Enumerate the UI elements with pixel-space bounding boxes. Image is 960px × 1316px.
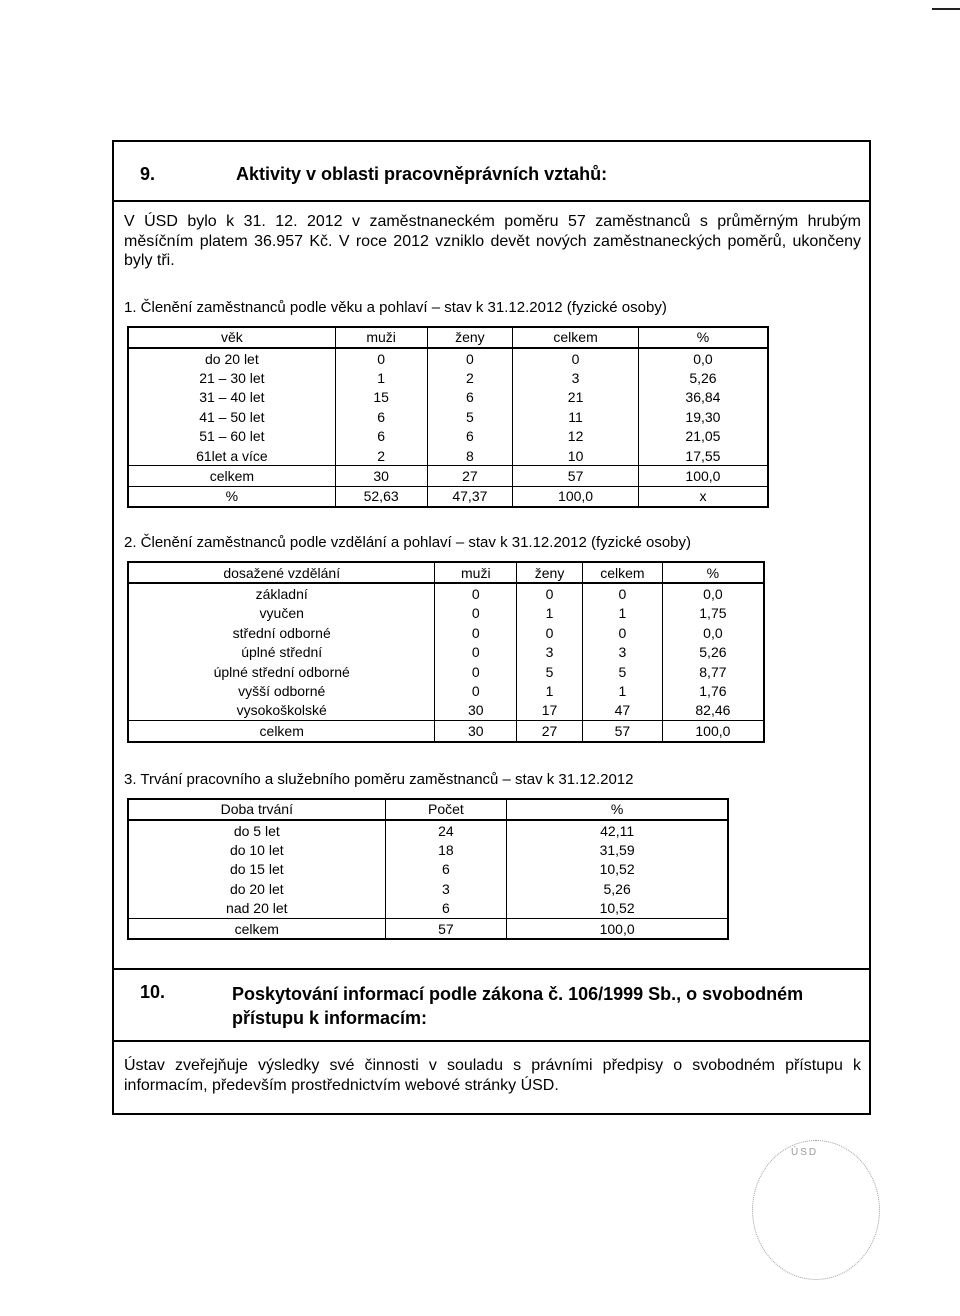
table-cell: 0: [435, 643, 517, 662]
column-header: ženy: [427, 327, 513, 348]
table-row: [128, 446, 768, 466]
table-cell: 6: [335, 426, 427, 445]
section-9-number: 9.: [140, 164, 156, 184]
table-cell: 30: [435, 721, 517, 742]
table-cell: 17: [517, 701, 583, 721]
table-cell: 0: [435, 604, 517, 623]
table-cell: vysokoškolské: [236, 702, 327, 719]
table-cell: 0: [517, 623, 583, 642]
table-cell: do 20 let: [229, 880, 284, 897]
table-cell: 57: [513, 466, 639, 486]
table-cell: 30: [435, 701, 517, 721]
table-cell: 15: [335, 388, 427, 407]
table-cell: 2: [335, 446, 427, 466]
column-header: muži: [335, 327, 427, 348]
table-cell: celkem: [128, 918, 385, 939]
table-cell: 12: [513, 426, 639, 445]
section-10-number: 10.: [140, 982, 166, 1003]
official-stamp: [752, 1140, 880, 1280]
table-cell: 47,37: [427, 486, 513, 507]
table-cell: 1: [517, 604, 583, 623]
table-cell: 0: [435, 623, 517, 642]
section-9-title: Aktivity v oblasti pracovněprávních vztahů:: [236, 164, 608, 184]
table-cell: 11: [513, 407, 639, 426]
table-age-gender: [127, 326, 769, 509]
table-3-title: 3. Trvání pracovního a služebního poměru zaměstnanců – stav k 31.12.2012: [124, 770, 634, 788]
table-cell: 2: [427, 368, 513, 387]
column-header: celkem: [513, 327, 639, 348]
table-cell: 47: [582, 701, 662, 721]
table-cell: 0: [335, 348, 427, 368]
column-header: %: [638, 327, 768, 348]
table-cell: 100,0: [513, 486, 639, 507]
table-cell: 5,26: [638, 368, 768, 387]
table-cell: vyšší odborné: [238, 683, 326, 700]
section-10-paragraph: Ústav zveřejňuje výsledky své činnosti v souladu s právními předpisy o svobodném přístupu k informacím, především prostřednictvím webové stránky ÚSD.: [124, 1057, 861, 1094]
table-cell: 5: [517, 662, 583, 681]
table-cell: 5,26: [662, 643, 764, 662]
table-cell: 0: [513, 348, 639, 368]
table-cell: 100,0: [662, 721, 764, 742]
table-cell: nad 20 let: [226, 900, 288, 917]
table-cell: 21: [513, 388, 639, 407]
table-cell: 0: [427, 348, 513, 368]
section-10-body: [114, 1042, 869, 1113]
table-cell: 5,26: [507, 879, 728, 898]
table-cell: úplné střední: [241, 644, 323, 661]
table-row: [128, 721, 764, 742]
table-cell: 10,52: [507, 860, 728, 879]
table-cell: 61let a více: [196, 447, 268, 464]
table-cell: x: [638, 486, 768, 507]
column-header: %: [662, 562, 764, 583]
column-header: muži: [435, 562, 517, 583]
column-header: dosažené vzdělání: [128, 562, 435, 583]
table-cell: 3: [582, 643, 662, 662]
table-cell: 24: [385, 820, 507, 840]
table-cell: 27: [517, 721, 583, 742]
table-cell: 3: [513, 368, 639, 387]
table-cell: 31 – 40 let: [199, 389, 265, 406]
table-header-row: [128, 799, 728, 820]
table-cell: 51 – 60 let: [199, 428, 265, 445]
table-row: [128, 898, 728, 918]
table-row: [128, 860, 728, 879]
table-cell: 21,05: [638, 426, 768, 445]
table-cell: do 15 let: [229, 861, 284, 878]
table-1-title: 1. Členění zaměstnanců podle věku a pohlaví – stav k 31.12.2012 (fyzické osoby): [124, 298, 667, 316]
table-row: [128, 426, 768, 445]
section-10: [114, 968, 869, 1113]
table-cell: 82,46: [662, 701, 764, 721]
table-cell: 5: [582, 662, 662, 681]
table-cell: 1: [335, 368, 427, 387]
table-cell: 0: [582, 583, 662, 603]
section-9-body: [114, 202, 869, 940]
table-cell: 8: [427, 446, 513, 466]
table-row: [128, 486, 768, 507]
column-header: věk: [128, 327, 335, 348]
table-cell: 6: [335, 407, 427, 426]
table-cell: 57: [385, 918, 507, 939]
table-cell: 42,11: [507, 820, 728, 840]
table-cell: %: [128, 486, 335, 507]
report-frame: [112, 140, 871, 1115]
table-cell: 0: [435, 681, 517, 700]
table-row: [128, 604, 764, 623]
section-10-heading: [114, 970, 869, 1042]
page-corner-mark: [932, 8, 960, 10]
table-row: [128, 681, 764, 700]
column-header: Doba trvání: [128, 799, 385, 820]
table-cell: 31,59: [507, 840, 728, 859]
table-cell: 0,0: [662, 583, 764, 603]
section-10-title: Poskytování informací podle zákona č. 106/1999 Sb., o svobodném přístupu k informacím:: [232, 984, 804, 1029]
table-cell: 6: [427, 426, 513, 445]
table-cell: 21 – 30 let: [199, 369, 265, 386]
table-cell: základní: [255, 586, 308, 603]
table-employment-duration: [127, 798, 729, 941]
table-cell: 0,0: [662, 623, 764, 642]
section-9-heading: [114, 142, 869, 202]
table-cell: 10,52: [507, 898, 728, 918]
column-header: ženy: [517, 562, 583, 583]
table-cell: 1,75: [662, 604, 764, 623]
table-cell: 27: [427, 466, 513, 486]
table-cell: 1: [517, 681, 583, 700]
table-cell: 100,0: [507, 918, 728, 939]
table-row: [128, 368, 768, 387]
table-cell: 6: [385, 860, 507, 879]
table-cell: 1,76: [662, 681, 764, 700]
table-cell: celkem: [128, 466, 335, 486]
table-row: [128, 840, 728, 859]
table-row: [128, 466, 768, 486]
table-2-title: 2. Členění zaměstnanců podle vzdělání a pohlaví – stav k 31.12.2012 (fyzické osoby): [124, 534, 692, 552]
table-cell: 3: [517, 643, 583, 662]
table-cell: 18: [385, 840, 507, 859]
table-cell: 6: [427, 388, 513, 407]
table-row: [128, 623, 764, 642]
table-cell: 41 – 50 let: [199, 408, 265, 425]
table-cell: 0: [435, 662, 517, 681]
table-cell: 30: [335, 466, 427, 486]
table-row: [128, 407, 768, 426]
table-header-row: [128, 327, 768, 348]
table-row: [128, 388, 768, 407]
table-cell: 10: [513, 446, 639, 466]
table-row: [128, 643, 764, 662]
table-cell: 5: [427, 407, 513, 426]
table-cell: 0: [435, 583, 517, 603]
table-cell: do 20 let: [205, 350, 259, 367]
table-cell: 3: [385, 879, 507, 898]
table-cell: 0,0: [638, 348, 768, 368]
table-cell: 1: [582, 604, 662, 623]
column-header: Počet: [385, 799, 507, 820]
table-cell: 0: [582, 623, 662, 642]
table-cell: 1: [582, 681, 662, 700]
column-header: %: [507, 799, 728, 820]
table-row: [128, 879, 728, 898]
table-header-row: [128, 562, 764, 583]
table-row: [128, 662, 764, 681]
table-cell: úplné střední odborné: [213, 663, 350, 680]
table-row: [128, 583, 764, 603]
table-cell: 57: [582, 721, 662, 742]
table-cell: do 10 let: [229, 842, 284, 858]
table-cell: 36,84: [638, 388, 768, 407]
column-header: celkem: [582, 562, 662, 583]
table-cell: střední odborné: [232, 624, 331, 641]
table-education-gender: [127, 561, 765, 743]
table-cell: 6: [385, 898, 507, 918]
table-row: [128, 348, 768, 368]
table-cell: vyučen: [259, 605, 304, 622]
table-cell: 8,77: [662, 662, 764, 681]
table-cell: 52,63: [335, 486, 427, 507]
table-cell: 100,0: [638, 466, 768, 486]
table-row: [128, 820, 728, 840]
table-cell: 19,30: [638, 407, 768, 426]
section-9-paragraph: V ÚSD bylo k 31. 12. 2012 v zaměstnaneckém poměru 57 zaměstnanců s průměrným hrubým měsíčním platem 36.957 Kč. V roce 2012 vzniklo devět nových zaměstnaneckých poměrů, ukončeny byly tři.: [124, 213, 861, 269]
table-row: [128, 918, 728, 939]
table-cell: do 5 let: [233, 822, 280, 839]
table-row: [128, 701, 764, 721]
table-cell: celkem: [128, 721, 435, 742]
table-cell: 0: [517, 583, 583, 603]
table-cell: 17,55: [638, 446, 768, 466]
stamp-text: ÚSD: [791, 1147, 819, 1158]
